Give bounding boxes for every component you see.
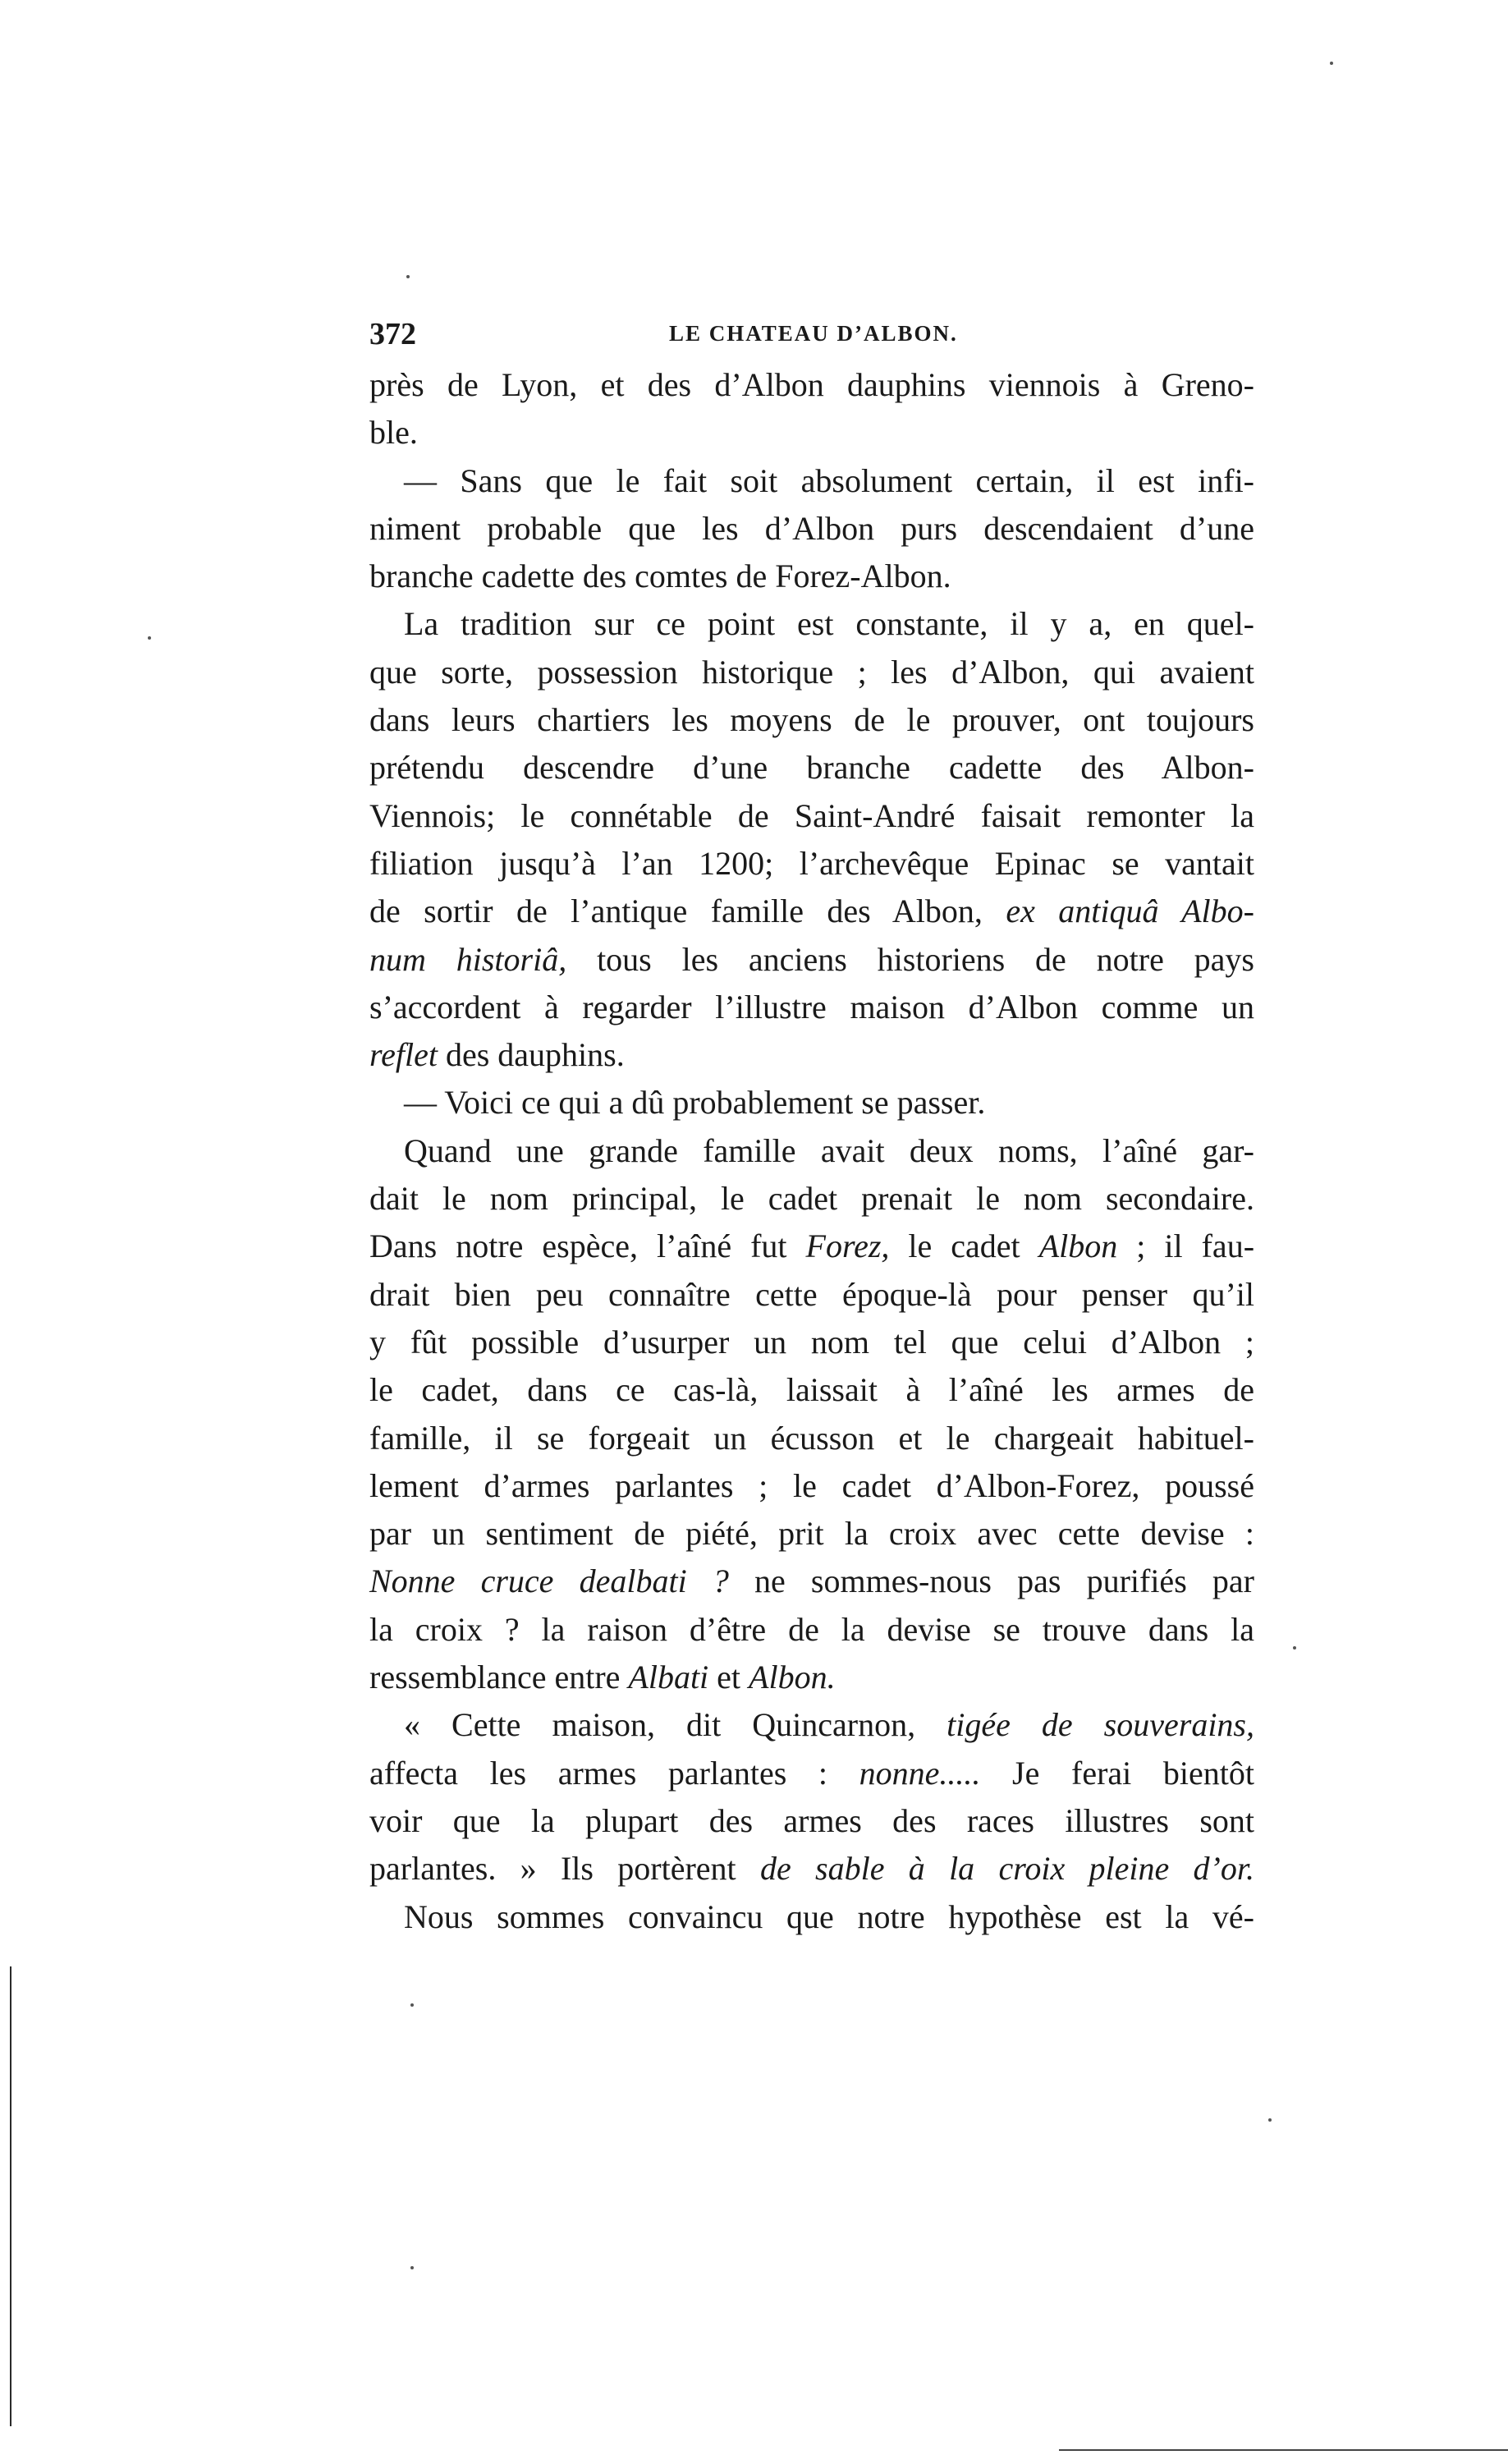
text-segment: de sortir de l’antique famille des Albon, [369, 892, 1006, 930]
text-line [369, 1701, 1254, 1749]
text-line: ble. [369, 414, 418, 452]
text-line [369, 1031, 1254, 1079]
scan-edge-line [10, 1966, 11, 2426]
text-line: — Voici ce qui a dû probablement se passer. [404, 1084, 986, 1122]
text-line: filiation jusqu’à l’an 1200; l’archevêque Epinac se vantait [369, 844, 1254, 882]
italic-word: Albon [1038, 1227, 1118, 1265]
text-segment: ressemblance entre [369, 1659, 629, 1696]
text-segment: des dauphins. [437, 1036, 625, 1074]
text-line [369, 888, 1254, 935]
text-line: — Sans que le fait soit absolument certain, il est infi- [404, 461, 1254, 499]
scan-speck [1330, 62, 1333, 65]
text-line: niment probable que les d’Albon purs descendaient d’une [369, 509, 1254, 547]
text-line [369, 1845, 1254, 1893]
text-line: drait bien peu connaître cette époque-là pour penser qu’il [369, 1275, 1254, 1313]
latin-phrase: Nonne cruce dealbati ? [369, 1562, 729, 1600]
text-line: que sorte, possession historique ; les d’Albon, qui avaient [369, 653, 1254, 691]
text-segment: Je ferai bientôt [980, 1754, 1254, 1792]
text-line: près de Lyon, et des d’Albon dauphins viennois à Greno- [369, 366, 1254, 403]
scan-speck [148, 636, 151, 640]
italic-word: reflet [369, 1036, 438, 1074]
italic-phrase: de sable à la croix pleine d’or. [759, 1850, 1254, 1888]
running-title: LE CHATEAU D’ALBON. [669, 321, 958, 346]
text-line [369, 1750, 1254, 1797]
latin-phrase: num historiâ, [369, 940, 567, 978]
text-line: y fût possible d’usurper un nom tel que celui d’Albon ; [369, 1323, 1254, 1360]
page-number: 372 [369, 317, 416, 351]
text-line: prétendu descendre d’une branche cadette des Albon- [369, 749, 1254, 787]
text-line: dait le nom principal, le cadet prenait le nom secondaire. [369, 1180, 1254, 1218]
body-text [369, 361, 1254, 1941]
scan-speck [406, 275, 410, 278]
text-line: branche cadette des comtes de Forez-Albon. [369, 557, 951, 595]
scan-speck [410, 2003, 414, 2007]
text-line: Viennois; le connétable de Saint-André faisait remonter la [369, 796, 1254, 834]
text-line: la croix ? la raison d’être de la devise se trouve dans la [369, 1610, 1254, 1648]
latin-phrase: ex antiquâ Albo- [1006, 892, 1254, 930]
text-segment: ne sommes-nous pas purifiés par [728, 1562, 1254, 1600]
text-segment: tous les anciens historiens de notre pays [566, 940, 1255, 978]
italic-word: nonne..... [859, 1754, 981, 1792]
scan-bottom-rule [1059, 2449, 1508, 2451]
italic-word: Forez, [805, 1227, 890, 1265]
text-segment: parlantes. » Ils portèrent [369, 1850, 760, 1888]
text-line: s’accordent à regarder l’illustre maison d’Albon comme un [369, 988, 1254, 1026]
text-line: Quand une grande famille avait deux noms, l’aîné gar- [404, 1131, 1254, 1169]
text-line: famille, il se forgeait un écusson et le chargeait habituel- [369, 1419, 1254, 1457]
text-line: lement d’armes parlantes ; le cadet d’Albon-Forez, poussé [369, 1466, 1254, 1504]
text-line [369, 1223, 1254, 1270]
text-line: Nous sommes convaincu que notre hypothèse est la vé- [404, 1897, 1254, 1935]
scan-speck [410, 2266, 414, 2269]
text-line: voir que la plupart des armes des races illustres sont [369, 1801, 1254, 1839]
text-segment: et [708, 1659, 749, 1696]
text-line: le cadet, dans ce cas-là, laissait à l’aîné les armes de [369, 1371, 1254, 1409]
text-segment: ; il fau- [1117, 1227, 1255, 1265]
italic-word: Albati [628, 1659, 709, 1696]
text-segment: affecta les armes parlantes : [369, 1754, 859, 1792]
text-segment: « Cette maison, dit Quincarnon, [404, 1706, 947, 1744]
scan-speck [1268, 2118, 1272, 2122]
text-line [369, 1558, 1254, 1605]
scan-speck [1293, 1646, 1296, 1650]
text-segment: Dans notre espèce, l’aîné fut [369, 1227, 806, 1265]
text-segment: le cadet [889, 1227, 1039, 1265]
italic-word: Albon. [749, 1659, 836, 1696]
text-line: dans leurs chartiers les moyens de le prouver, ont toujours [369, 701, 1254, 739]
text-line: par un sentiment de piété, prit la croix avec cette devise : [369, 1515, 1254, 1553]
text-line: La tradition sur ce point est constante, il y a, en quel- [404, 605, 1254, 643]
page-header [369, 316, 1256, 365]
text-line [369, 936, 1254, 984]
text-line [369, 1654, 1254, 1701]
italic-phrase: tigée de souverains, [947, 1706, 1254, 1744]
